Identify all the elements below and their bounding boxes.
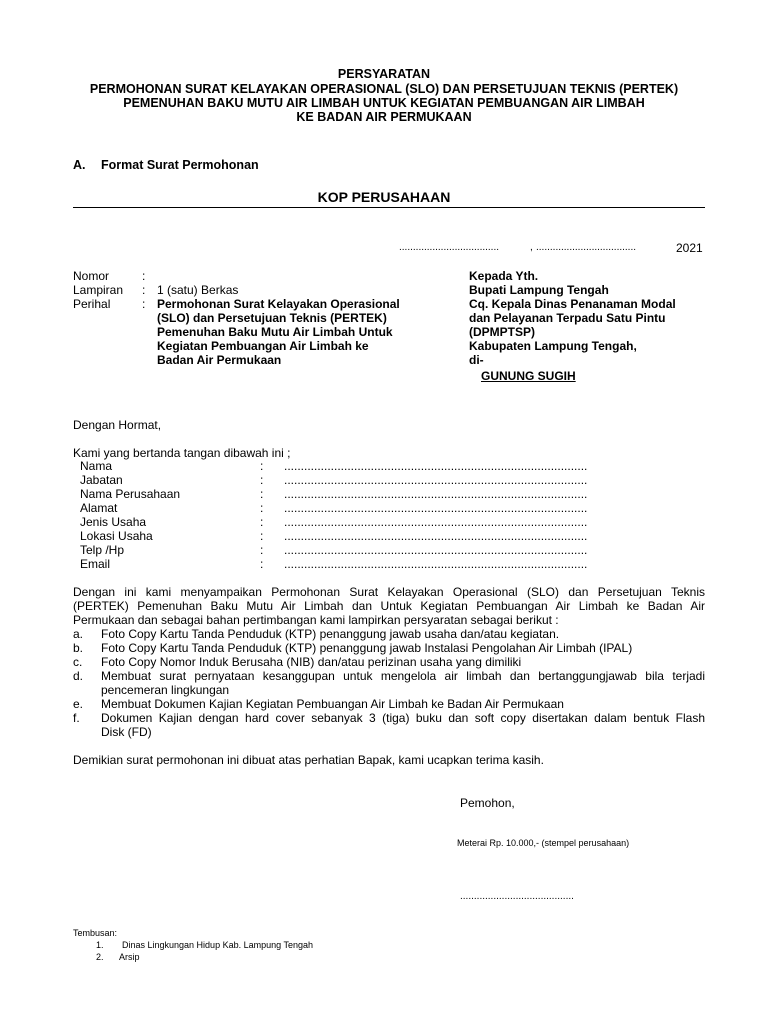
date-day-blank: ....................................	[536, 242, 637, 253]
lampiran-value: 1 (satu) Berkas	[157, 283, 239, 297]
tembusan-num-2: 2.	[96, 952, 104, 962]
req-letter-c: c.	[73, 655, 83, 669]
req-item-b: Foto Copy Kartu Tanda Penduduk (KTP) penanggung jawab Instalasi Pengolahan Air Limbah (IPAL)	[101, 641, 633, 655]
section-letter: A.	[73, 158, 86, 172]
section-title: Format Surat Permohonan	[101, 158, 259, 172]
doc-title-line-1: PERSYARATAN	[337, 67, 431, 81]
doc-title-line-2: PERMOHONAN SURAT KELAYAKAN OPERASIONAL (SLO) DAN PERSETUJUAN TEKNIS (PERTEK)	[89, 82, 679, 96]
pemohon-label: Pemohon,	[460, 796, 515, 810]
field-blank-telp: ...........................................................................................	[284, 543, 588, 557]
req-item-c: Foto Copy Nomor Induk Berusaha (NIB) dan/atau perizinan usaha yang dimiliki	[101, 655, 522, 669]
recipient-line-3: Cq. Kepala Dinas Penanaman Modal	[469, 297, 676, 311]
field-colon: :	[260, 501, 264, 515]
date-year: 2021	[676, 241, 703, 255]
date-separator: ,	[530, 242, 533, 253]
field-blank-email: ...........................................................................................	[284, 557, 588, 571]
recipient-line-5: (DPMPTSP)	[469, 325, 535, 339]
field-colon: :	[260, 543, 264, 557]
doc-title-line-4: KE BADAN AIR PERMUKAAN	[296, 110, 472, 124]
kop-rule	[73, 207, 705, 208]
kop-perusahaan: KOP PERUSAHAAN	[317, 189, 451, 205]
closing-text: Demikian surat permohonan ini dibuat atas perhatian Bapak, kami ucapkan terima kasih.	[73, 753, 544, 767]
recipient-line-7: di-	[469, 353, 484, 367]
field-blank-alamat: ...........................................................................................	[284, 501, 588, 515]
field-label-alamat: Alamat	[80, 501, 118, 515]
req-letter-b: b.	[73, 641, 84, 655]
field-label-email: Email	[80, 557, 111, 571]
field-blank-nama-perusahaan: ...........................................................................................	[284, 487, 588, 501]
req-letter-e: e.	[73, 697, 84, 711]
recipient-line-4: dan Pelayanan Terpadu Satu Pintu	[469, 311, 666, 325]
meterai-text: Meterai Rp. 10.000,- (stempel perusahaan)	[457, 838, 630, 848]
field-blank-lokasi-usaha: ...........................................................................................	[284, 529, 588, 543]
req-item-d-line-1: Membuat surat pernyataan kesanggupan untuk mengelola air limbah dan bertanggungjawab bila terjadi	[101, 669, 705, 683]
field-label-nama-perusahaan: Nama Perusahaan	[80, 487, 181, 501]
req-item-e: Membuat Dokumen Kajian Kegiatan Pembuangan Air Limbah ke Badan Air Permukaan	[101, 697, 564, 711]
field-colon: :	[260, 487, 264, 501]
tembusan-item-1: Dinas Lingkungan Hidup Kab. Lampung Tengah	[122, 940, 313, 950]
recipient-line-6: Kabupaten Lampung Tengah,	[469, 339, 637, 353]
recipient-line-1: Kepada Yth.	[469, 269, 539, 283]
req-item-f-line-2: Disk (FD)	[101, 725, 152, 739]
field-colon: :	[260, 557, 264, 571]
perihal-line-5: Badan Air Permukaan	[157, 353, 282, 367]
req-item-f-line-1: Dokumen Kajian dengan hard cover sebanyak 3 (tiga) buku dan soft copy disertakan dalam bentuk Flash	[101, 711, 705, 725]
field-label-lokasi-usaha: Lokasi Usaha	[80, 529, 153, 543]
lampiran-label: Lampiran	[73, 283, 124, 297]
signature-line: .........................................	[460, 891, 574, 902]
field-colon: :	[260, 473, 264, 487]
field-label-telp: Telp /Hp	[80, 543, 125, 557]
req-letter-a: a.	[73, 627, 84, 641]
tembusan-title: Tembusan:	[73, 928, 118, 938]
req-item-d-line-2: pencemeran lingkungan	[101, 683, 230, 697]
perihal-label: Perihal	[73, 297, 111, 311]
field-blank-jabatan: ...........................................................................................	[284, 473, 588, 487]
perihal-colon: :	[142, 297, 146, 311]
body-line-3: Permukaan dan sebagai bahan pertimbangan kami lampirkan persyaratan sebagai berikut :	[73, 613, 559, 627]
perihal-line-1: Permohonan Surat Kelayakan Operasional	[157, 297, 400, 311]
field-blank-jenis-usaha: ...........................................................................................	[284, 515, 588, 529]
nomor-label: Nomor	[73, 269, 110, 283]
body-line-2: (PERTEK) Pemenuhan Baku Mutu Air Limbah dan Untuk Kegiatan Pembuangan Air Limbah ke Badan Air	[73, 599, 705, 613]
recipient-city: GUNUNG SUGIH	[481, 369, 576, 383]
nomor-colon: :	[142, 269, 146, 283]
tembusan-item-2: Arsip	[119, 952, 140, 962]
req-letter-d: d.	[73, 669, 84, 683]
field-label-nama: Nama	[80, 459, 113, 473]
body-line-1: Dengan ini kami menyampaikan Permohonan Surat Kelayakan Operasional (SLO) dan Persetujuan Teknis	[73, 585, 705, 599]
recipient-line-2: Bupati Lampung Tengah	[469, 283, 609, 297]
field-label-jabatan: Jabatan	[80, 473, 123, 487]
date-place-blank: ....................................	[399, 242, 500, 253]
field-colon: :	[260, 515, 264, 529]
field-colon: :	[260, 459, 264, 473]
perihal-line-3: Pemenuhan Baku Mutu Air Limbah Untuk	[157, 325, 393, 339]
intro-text: Kami yang bertanda tangan dibawah ini ;	[73, 446, 291, 460]
field-blank-nama: ...........................................................................................	[284, 459, 588, 473]
perihal-line-4: Kegiatan Pembuangan Air Limbah ke	[157, 339, 369, 353]
req-letter-f: f.	[73, 711, 80, 725]
tembusan-num-1: 1.	[96, 940, 104, 950]
field-label-jenis-usaha: Jenis Usaha	[80, 515, 147, 529]
perihal-line-2: (SLO) dan Persetujuan Teknis (PERTEK)	[157, 311, 387, 325]
field-colon: :	[260, 529, 264, 543]
lampiran-colon: :	[142, 283, 146, 297]
salutation: Dengan Hormat,	[73, 418, 162, 432]
doc-title-line-3: PEMENUHAN BAKU MUTU AIR LIMBAH UNTUK KEGIATAN PEMBUANGAN AIR LIMBAH	[123, 96, 645, 110]
req-item-a: Foto Copy Kartu Tanda Penduduk (KTP) penanggung jawab usaha dan/atau kegiatan.	[101, 627, 560, 641]
